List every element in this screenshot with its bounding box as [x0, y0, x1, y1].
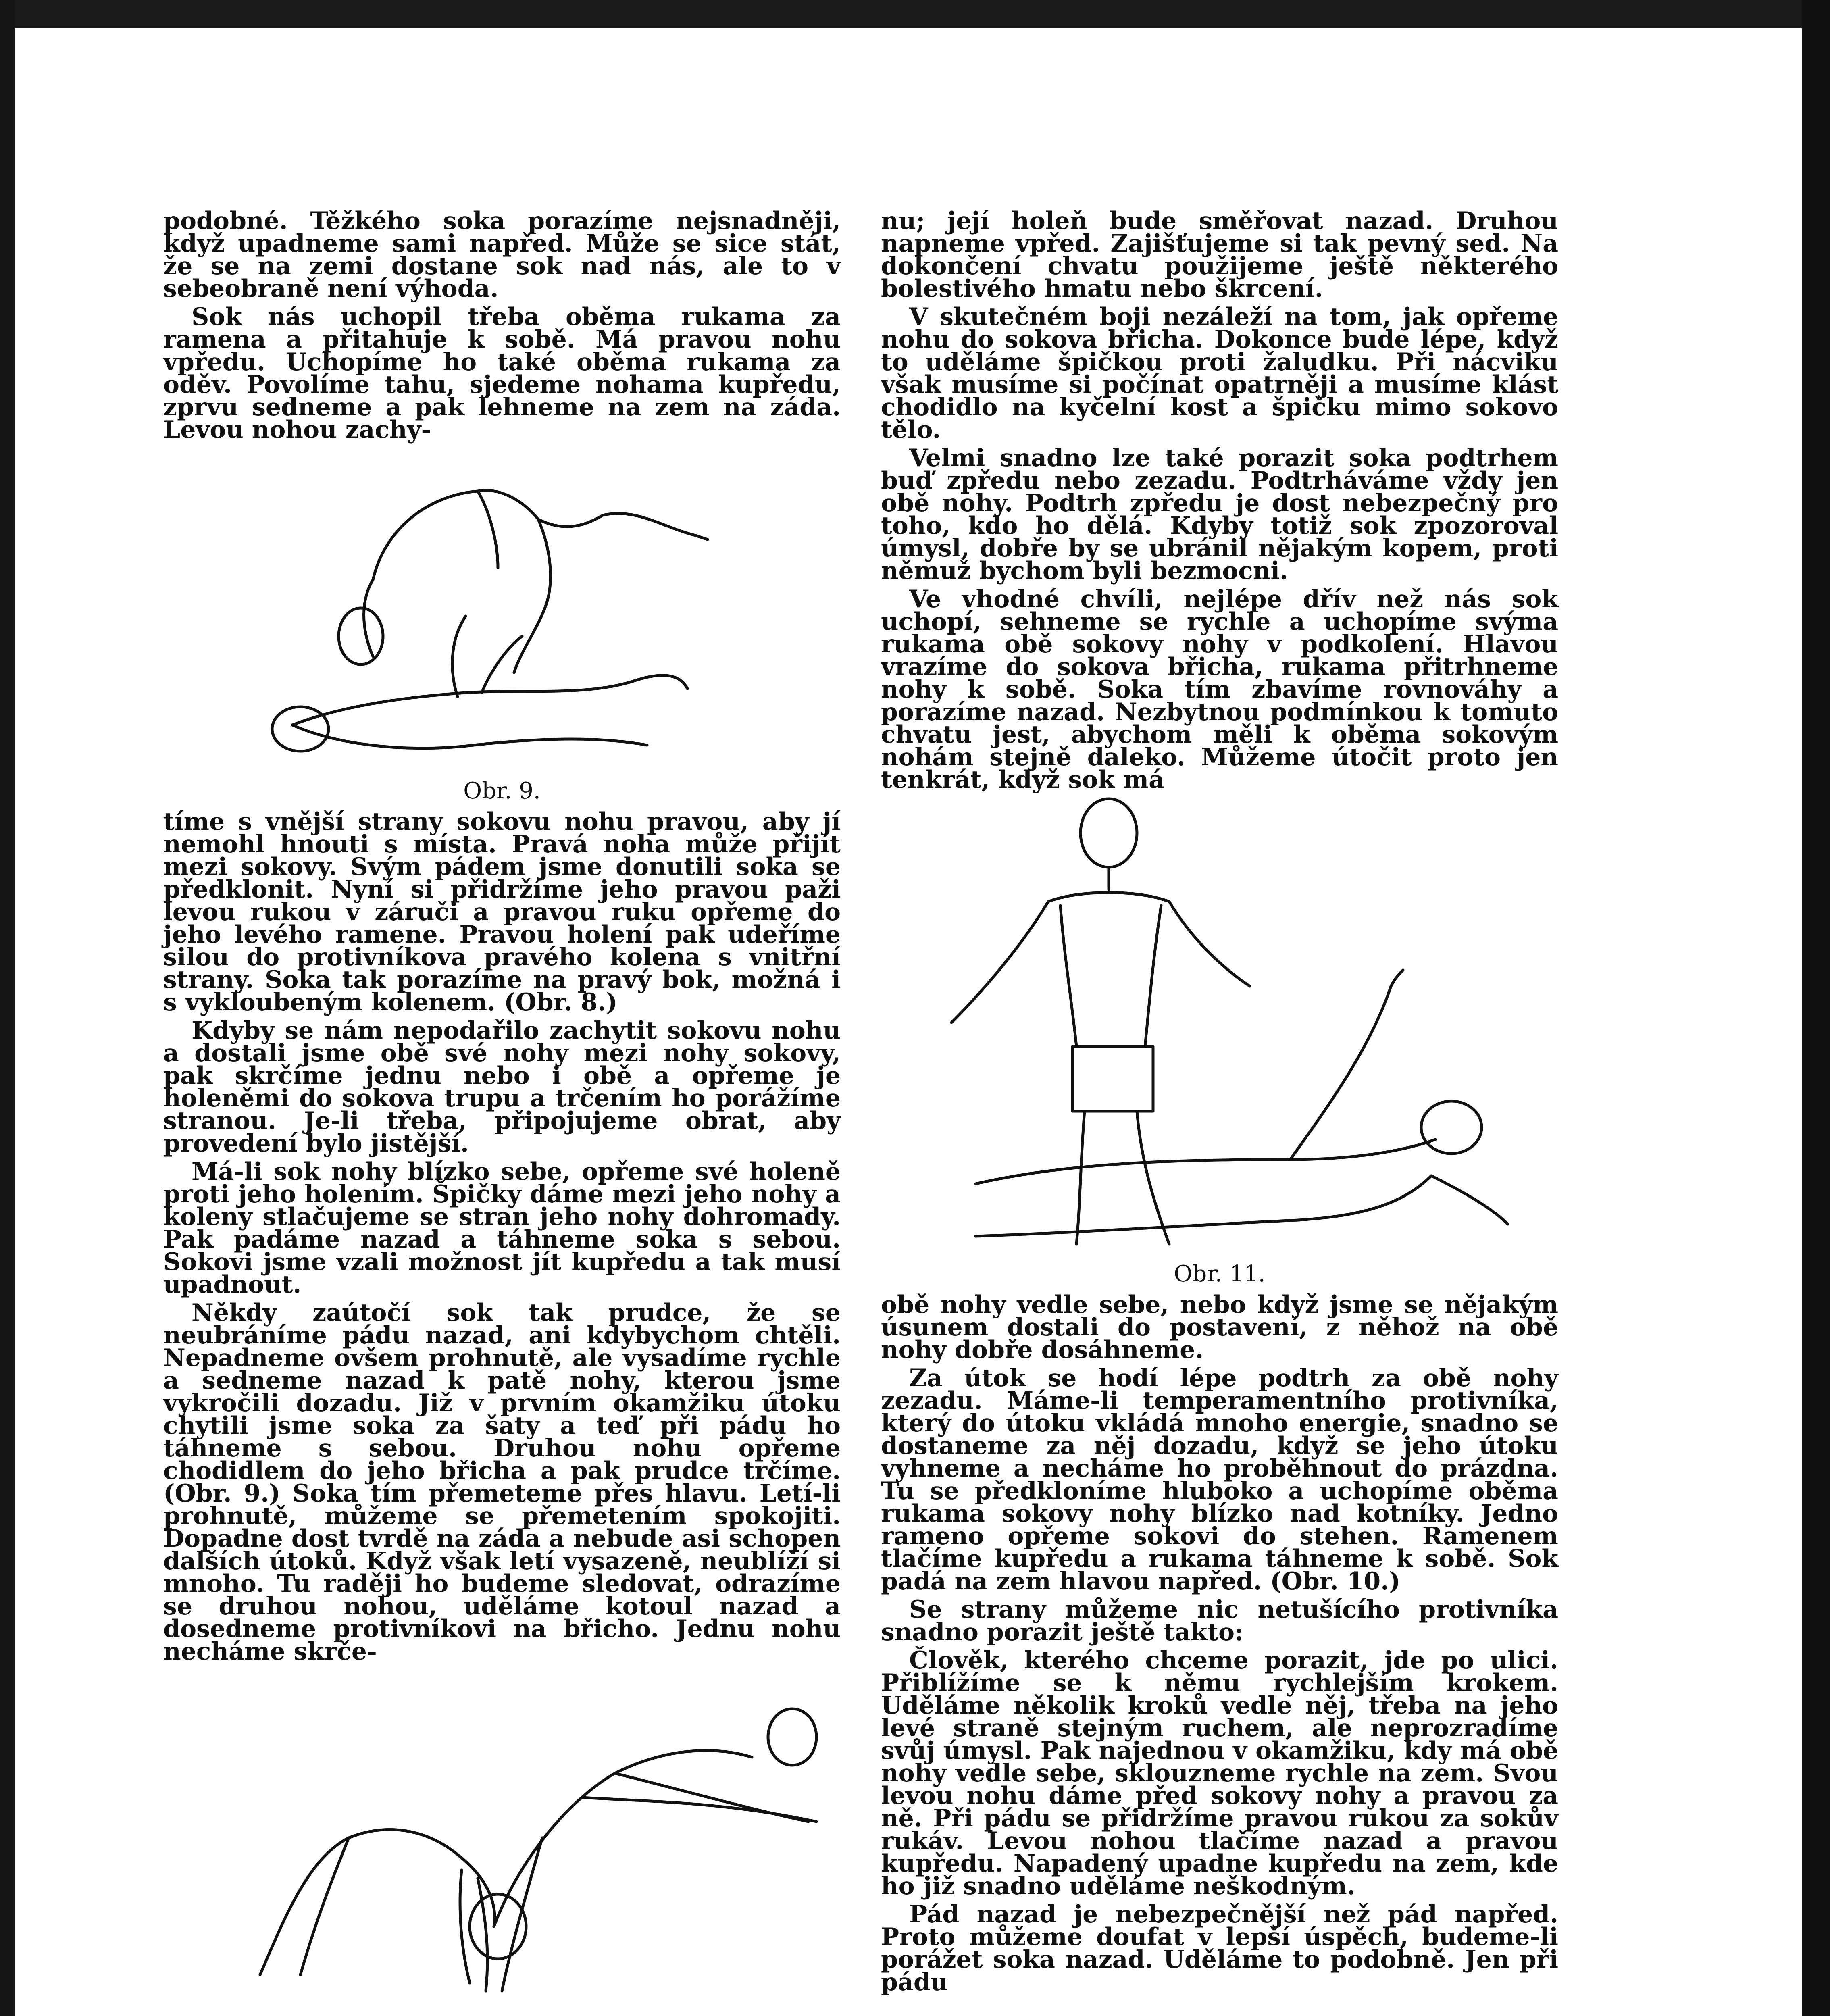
figure-11: [881, 797, 1558, 1285]
right-paragraph-4: Ve vhodné chvíli, nejlépe dřív než nás sok uchopí, sehneme se rychle a uchopíme svýma rukama obě sokovy nohy v podkolení. Hlavou vrazíme do sokova břicha, rukama přitrhneme nohy k sobě. Soka tím zbavíme rovnováhy a porazíme nazad. Nezbytnou podmínkou k tomuto chvatu jest, abychom měli k oběma sokovým nohám stejně daleko. Můžeme útočit proto jen tenkrát, když sok má: [881, 585, 1558, 794]
figure-9: [163, 447, 841, 802]
left-paragraph-2: Sok nás uchopil třeba oběma rukama za ramena a přitahuje k sobě. Má pravou nohu vpředu. Uchopíme ho také oběma rukama za oděv. Povolíme tahu, sjedeme nohama kupředu, zprvu sedneme a pak lehneme na zem na záda. Levou nohou zachy-: [163, 303, 841, 444]
scan-border-left: [0, 0, 15, 2016]
right-paragraph-1: nu; její holeň bude směřovat nazad. Druhou napneme vpřed. Zajišťujeme si tak pevný sed. Na dokončení chvatu použijeme ještě některého bolestivého hmatu nebo škrcení.: [881, 207, 1558, 303]
left-paragraph-4: Kdyby se nám nepodařilo zachytit sokovu nohu a dostali jsme obě své nohy mezi nohy sokovy, pak skrčíme jednu nebo i obě a opřeme je holeněmi do sokova trupu a trčením ho porážíme stranou. Je-li třeba, připojujeme obrat, aby provedení bylo jistější.: [163, 1016, 841, 1158]
right-paragraph-5: obě nohy vedle sebe, nebo když jsme se nějakým úsunem dostali do postavení, z něhož na obě nohy dobře dosáhneme.: [881, 1291, 1558, 1364]
right-paragraph-9: Pád nazad je nebezpečnější než pád napřed. Proto můžeme doufat v lepší úspěch, budeme-li porážet soka nazad. Uděláme to podobně. Jen při pádu: [881, 1900, 1558, 1996]
right-paragraph-7: Se strany můžeme nic netušícího protivníka snadno porazit ještě takto:: [881, 1595, 1558, 1646]
left-paragraph-1: podobné. Těžkého soka porazíme nejsnadněji, když upadneme sami napřed. Může se sice stát, že se na zemi dostane sok nad nás, ale to v sebeobraně není výhoda.: [163, 207, 841, 303]
right-paragraph-3: Velmi snadno lze také porazit soka podtrhem buď zpředu nebo zezadu. Podtrháváme vždy jen obě nohy. Podtrh zpředu je dost nebezpečný pro toho, kdo ho dělá. Kdyby totiž sok zpozoroval úmysl, dobře by se ubránil nějakým kopem, proti němuž bychom byli bezmocni.: [881, 444, 1558, 585]
right-paragraph-2: V skutečném boji nezáleží na tom, jak opřeme nohu do sokova břicha. Dokonce bude lépe, když to uděláme špičkou proti žaludku. Při nácviku však musíme si počínat opatrněji a musíme klást chodidlo na kyčelní kost a špičku mimo sokovo tělo.: [881, 303, 1558, 444]
right-column: [881, 207, 1558, 1999]
figure-9-caption: Obr. 9.: [463, 778, 541, 804]
left-paragraph-5: Má-li sok nohy blízko sebe, opřeme své holeně proti jeho holením. Špičky dáme mezi jeho nohy a koleny stlačujeme se stran jeho nohy dohromady. Pak padáme nazad a táhneme soka s sebou. Sokovi jsme vzali možnost jít kupředu a tak musí upadnout.: [163, 1158, 841, 1299]
left-paragraph-3: tíme s vnější strany sokovu nohu pravou, aby jí nemohl hnouti s místa. Pravá noha může přijít mezi sokovy. Svým pádem jsme donutili soka se předklonit. Nyní si přidržíme jeho pravou paži levou rukou v záruči a pravou ruku opřeme do jeho levého ramene. Pravou holení pak udeříme silou do protivníkova pravého kolena s vnitřní strany. Soka tak porazíme na pravý bok, možná i s vykloubeným kolenem. (Obr. 8.): [163, 808, 841, 1016]
figure-11-illustration: [927, 797, 1512, 1260]
right-paragraph-6: Za útok se hodí lépe podtrh za obě nohy zezadu. Máme-li temperamentního protivníka, který do útoku vkládá mnoho energie, snadno se dostaneme za něj dozadu, když se jeho útoku vyhneme a necháme ho proběhnout do prázdna. Tu se předkloníme hluboko a uchopíme oběma rukama sokovy nohy blízko nad kotníky. Jedno rameno opřeme sokovi do stehen. Ramenem tlačíme kupředu a rukama táhneme k sobě. Sok padá na zem hlavou napřed. (Obr. 10.): [881, 1364, 1558, 1595]
left-column: [163, 207, 841, 2016]
figure-10-illustration: [179, 1668, 824, 2016]
left-paragraph-6: Někdy zaútočí sok tak prudce, že se neubráníme pádu nazad, ani kdybychom chtěli. Nepadneme ovšem prohnutě, ale vysadíme rychle a sedneme nazad k patě nohy, kterou jsme vykročili dozadu. Již v prvním okamžiku útoku chytili jsme soka za šaty a teď při pádu ho táhneme s sebou. Druhou nohu opřeme chodidlem do jeho břicha a pak prudce trčíme. (Obr. 9.) Soka tím přemeteme přes hlavu. Letí-li prohnutě, můžeme se přemetením spokojiti. Dopadne dost tvrdě na záda a nebude asi schopen dalších útoků. Když však letí vysazeně, neublíží si mnoho. Tu raději ho budeme sledovat, odrazíme se druhou nohou, uděláme kotoul nazad a dosedneme protivníkovi na břicho. Jednu nohu necháme skrče-: [163, 1299, 841, 1666]
figure-9-illustration: [240, 447, 764, 777]
figure-10: [163, 1668, 841, 2016]
scan-border-right: [1802, 0, 1830, 2016]
scan-border-top: [0, 0, 1830, 28]
right-paragraph-8: Člověk, kterého chceme porazit, jde po ulici. Přiblížíme se k němu rychlejším krokem. Uděláme několik kroků vedle něj, třeba na jeho levé straně stejným ruchem, ale neprozradíme svůj úmysl. Pak najednou v okamžiku, kdy má obě nohy vedle sebe, sklouzneme rychle na zem. Svou levou nohu dáme před sokovy nohy a pravou za ně. Při pádu se přidržíme pravou rukou za sokův rukáv. Levou nohou tlačíme nazad a pravou kupředu. Napadený upadne kupředu na zem, kde ho již snadno uděláme neškodným.: [881, 1646, 1558, 1900]
figure-11-caption: Obr. 11.: [1174, 1261, 1266, 1287]
